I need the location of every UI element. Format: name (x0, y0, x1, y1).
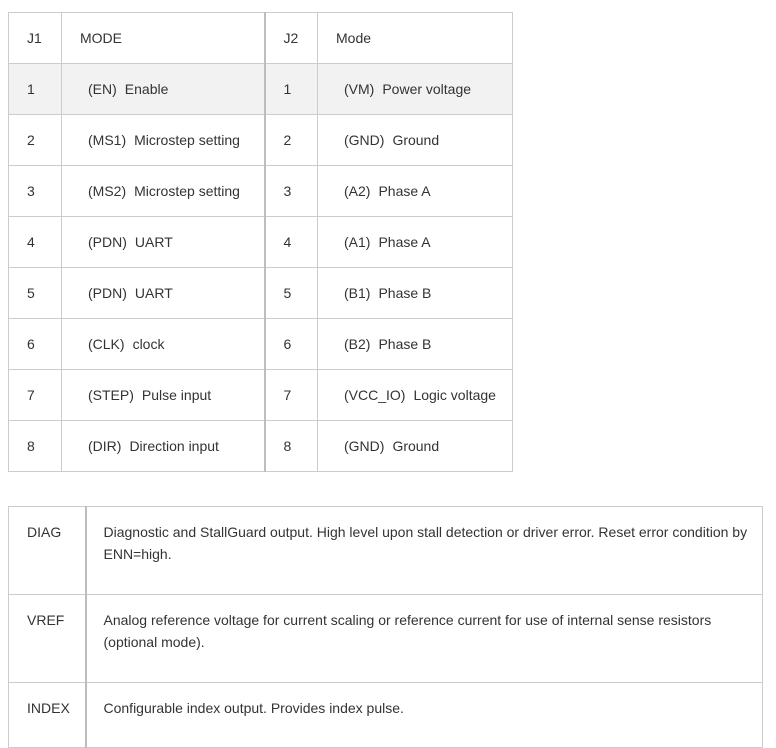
j2-pin-number: 7 (265, 370, 318, 421)
j1-pin-code: (MS2) (88, 183, 127, 199)
signal-description: Diagnostic and StallGuard output. High level upon stall detection or driver error. Reset error condition by ENN=high. (86, 507, 763, 595)
j2-pin-code: (A2) (344, 183, 371, 199)
j2-pin-code: (VCC_IO) (344, 387, 406, 403)
table-row (9, 370, 513, 421)
j1-pin-description: UART (134, 285, 173, 301)
j1-pin-number: 3 (9, 166, 62, 217)
j1-pin-number: 5 (9, 268, 62, 319)
header-mode1: MODE (62, 13, 265, 64)
j2-pin-code: (A1) (344, 234, 371, 250)
j2-pin-number: 6 (265, 319, 318, 370)
j1-pin-function (62, 421, 265, 472)
header-mode2: Mode (318, 13, 513, 64)
table-row (9, 421, 513, 472)
j1-pin-code: (MS1) (88, 132, 127, 148)
signal-name: VREF (9, 595, 86, 683)
j1-pin-code: (DIR) (88, 438, 122, 454)
j2-pin-code: (GND) (344, 132, 385, 148)
table-row (9, 217, 513, 268)
j1-pin-description: clock (132, 336, 165, 352)
j2-pin-function (318, 319, 513, 370)
j2-pin-function (318, 166, 513, 217)
j2-pin-function (318, 217, 513, 268)
j1-pin-description: Microstep setting (134, 183, 240, 199)
signal-name: INDEX (9, 683, 86, 748)
j2-pin-function (318, 421, 513, 472)
j1-pin-description: UART (134, 234, 173, 250)
table-row (9, 683, 763, 748)
j1-pin-number: 2 (9, 115, 62, 166)
j2-pin-number: 2 (265, 115, 318, 166)
table-row (9, 166, 513, 217)
j2-pin-number: 8 (265, 421, 318, 472)
j1-pin-code: (PDN) (88, 234, 127, 250)
header-j1: J1 (9, 13, 62, 64)
table-row (9, 268, 513, 319)
signal-description: Analog reference voltage for current scaling or reference current for use of internal sense resistors (optional mode). (86, 595, 763, 683)
j1-pin-code: (PDN) (88, 285, 127, 301)
table-header-row (9, 13, 513, 64)
j2-pin-code: (VM) (344, 81, 375, 97)
j1-pin-function (62, 217, 265, 268)
j2-pin-description: Phase A (378, 234, 431, 250)
j1-pin-number: 1 (9, 64, 62, 115)
j1-pin-number: 6 (9, 319, 62, 370)
j1-pin-description: Enable (124, 81, 169, 97)
j2-pin-code: (B1) (344, 285, 371, 301)
j1-pin-function (62, 166, 265, 217)
j2-pin-description: Logic voltage (413, 387, 496, 403)
j1-pin-function (62, 268, 265, 319)
j2-pin-description: Phase B (378, 336, 432, 352)
signal-name: DIAG (9, 507, 86, 595)
j2-pin-code: (B2) (344, 336, 371, 352)
j1-pin-number: 8 (9, 421, 62, 472)
pin-table (8, 12, 513, 472)
j1-pin-number: 7 (9, 370, 62, 421)
j2-pin-number: 1 (265, 64, 318, 115)
j1-pin-function (62, 115, 265, 166)
j2-pin-number: 5 (265, 268, 318, 319)
j1-pin-code: (EN) (88, 81, 117, 97)
header-j2: J2 (265, 13, 318, 64)
j2-pin-description: Ground (392, 132, 440, 148)
j2-pin-description: Ground (392, 438, 440, 454)
j1-pin-description: Pulse input (141, 387, 212, 403)
j1-pin-function (62, 319, 265, 370)
j1-pin-description: Direction input (129, 438, 219, 454)
j2-pin-function (318, 115, 513, 166)
j1-pin-number: 4 (9, 217, 62, 268)
j2-pin-function (318, 64, 513, 115)
table-row (9, 115, 513, 166)
j1-pin-code: (STEP) (88, 387, 134, 403)
j1-pin-code: (CLK) (88, 336, 125, 352)
table-row (9, 507, 763, 595)
j2-pin-description: Phase B (378, 285, 432, 301)
j2-pin-description: Phase A (378, 183, 431, 199)
j1-pin-function (62, 370, 265, 421)
table-row (9, 595, 763, 683)
signal-table (8, 506, 763, 748)
j1-pin-description: Microstep setting (134, 132, 240, 148)
j2-pin-number: 3 (265, 166, 318, 217)
j2-pin-function (318, 268, 513, 319)
j2-pin-function (318, 370, 513, 421)
j2-pin-description: Power voltage (382, 81, 472, 97)
table-row (9, 319, 513, 370)
table-row (9, 64, 513, 115)
j2-pin-number: 4 (265, 217, 318, 268)
j1-pin-function (62, 64, 265, 115)
j2-pin-code: (GND) (344, 438, 385, 454)
signal-description: Configurable index output. Provides index pulse. (86, 683, 763, 748)
